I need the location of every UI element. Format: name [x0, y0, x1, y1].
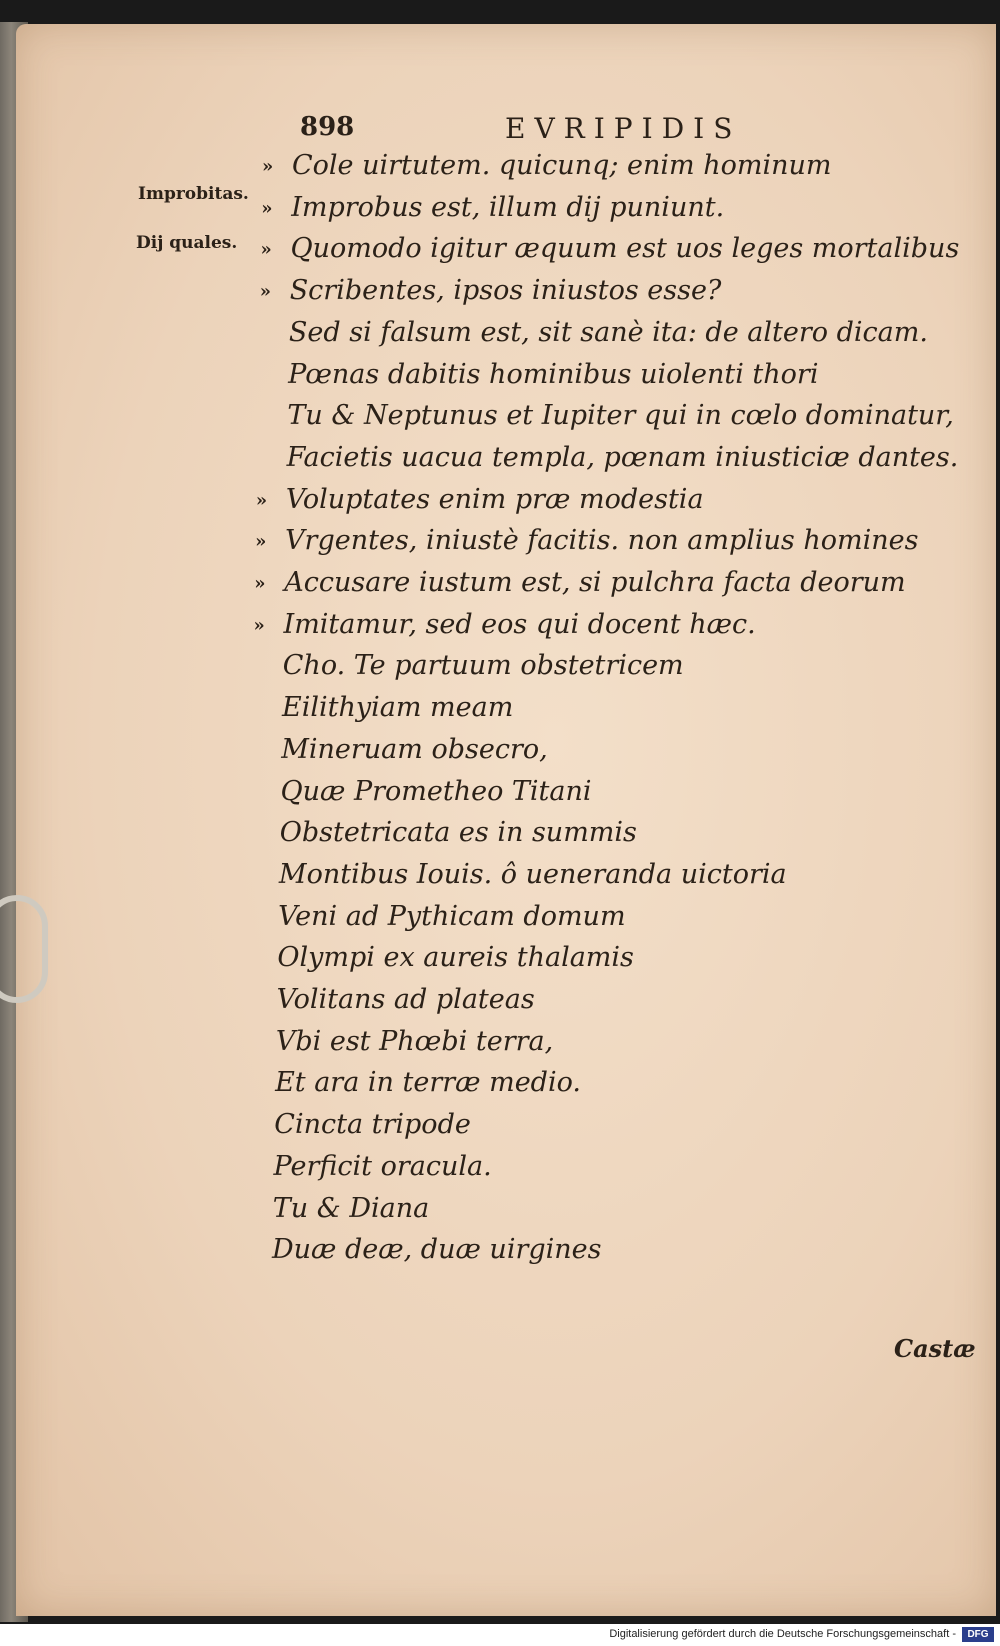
verse-text: Voluptates enim præ modestia — [285, 483, 704, 515]
verse-text: Quæ Prometheo Titani — [280, 775, 592, 807]
verse-line — [0, 1193, 960, 1233]
verse-text: Accusare iustum est, si pulchra facta deorum — [284, 567, 906, 598]
verse-line — [0, 359, 960, 399]
margin-note-improbitas: Improbitas. — [138, 184, 249, 204]
verse-text: Volitans ad plateas — [276, 984, 535, 1015]
verse-text: Eilithyiam meam — [282, 692, 514, 724]
verse-line — [0, 1109, 960, 1149]
verse-text: Tu & Neptunus et Iupiter qui in cœlo dominatur, — [287, 400, 954, 432]
verse-line — [0, 1067, 960, 1107]
verse-line — [0, 650, 960, 690]
verse-line — [0, 192, 960, 232]
verse-line — [0, 1026, 960, 1066]
verse-text: Mineruam obsecro, — [281, 733, 548, 765]
verse-text: Pœnas dabitis hominibus uiolenti thori — [288, 358, 819, 390]
catchword: Castæ — [894, 1334, 976, 1363]
verse-line — [0, 734, 960, 774]
verse-line — [0, 442, 960, 482]
quotation-mark: » — [262, 156, 274, 177]
verse-text: Montibus Iouis. ô ueneranda uictoria — [278, 858, 787, 890]
verse-line — [0, 776, 960, 816]
funding-note: Digitalisierung gefördert durch die Deutsche Forschungsgemeinschaft - — [609, 1628, 956, 1640]
verse-text: Duæ deæ, duæ uirgines — [272, 1234, 602, 1266]
running-title: EVRIPIDIS — [505, 112, 742, 145]
footer-bar — [0, 1624, 1000, 1646]
margin-note-dij-quales: Dij quales. — [136, 233, 238, 253]
verse-text: Veni ad Pythicam domum — [278, 900, 626, 932]
quotation-mark: » — [255, 489, 268, 511]
quotation-mark: » — [254, 573, 266, 594]
verse-line — [0, 567, 960, 607]
verse-text: Olympi ex aureis thalamis — [277, 942, 634, 974]
verse-text: Cincta tripode — [274, 1109, 471, 1141]
verse-text: Perficit oracula. — [273, 1150, 492, 1182]
verse-text: Improbus est, illum dij puniunt. — [291, 191, 725, 223]
verse-line — [0, 233, 960, 273]
verse-line — [0, 1234, 960, 1274]
verse-text: Sed si falsum est, sit sanè ita: de altero dicam. — [288, 316, 928, 348]
quotation-mark: » — [259, 281, 271, 303]
verse-line — [0, 484, 960, 524]
verse-line — [0, 984, 960, 1024]
verse-line — [0, 609, 960, 649]
verse-text: Et ara in terræ medio. — [275, 1067, 581, 1099]
verse-line — [0, 317, 960, 357]
quotation-mark: » — [253, 614, 265, 636]
verse-text: Imitamur, sed eos qui docent hæc. — [283, 608, 756, 640]
dfg-logo: DFG — [962, 1627, 994, 1642]
page-header — [300, 112, 800, 152]
page-number: 898 — [300, 112, 355, 142]
quotation-mark: » — [255, 531, 267, 553]
verse-text: Tu & Diana — [272, 1192, 430, 1224]
verse-line — [0, 942, 960, 982]
verse-line — [0, 150, 960, 190]
quotation-mark: » — [260, 239, 272, 261]
verse-text: Obstetricata es in summis — [279, 817, 637, 849]
verse-text: Facietis uacua templa, pœnam iniusticiæ dantes. — [286, 441, 959, 473]
verse-line — [0, 525, 960, 565]
verse-text: Cole uirtutem. quicunq; enim hominum — [292, 150, 832, 181]
verse-line — [0, 275, 960, 315]
verse-text: Vbi est Phœbi terra, — [275, 1025, 554, 1057]
verse-line — [0, 859, 960, 899]
verse-text: Vrgentes, iniustè facitis. non amplius homines — [285, 525, 919, 557]
quotation-mark: » — [261, 197, 273, 219]
verse-text: Quomodo igitur æquum est uos leges mortalibus — [290, 233, 960, 265]
verse-line — [0, 1151, 960, 1191]
verse-line — [0, 817, 960, 857]
verse-text: Cho. Te partuum obstetricem — [282, 650, 684, 682]
verse-text: Scribentes, ipsos iniustos esse? — [289, 275, 722, 307]
verse-line — [0, 692, 960, 732]
verse-line — [0, 901, 960, 941]
verse-line — [0, 400, 960, 440]
